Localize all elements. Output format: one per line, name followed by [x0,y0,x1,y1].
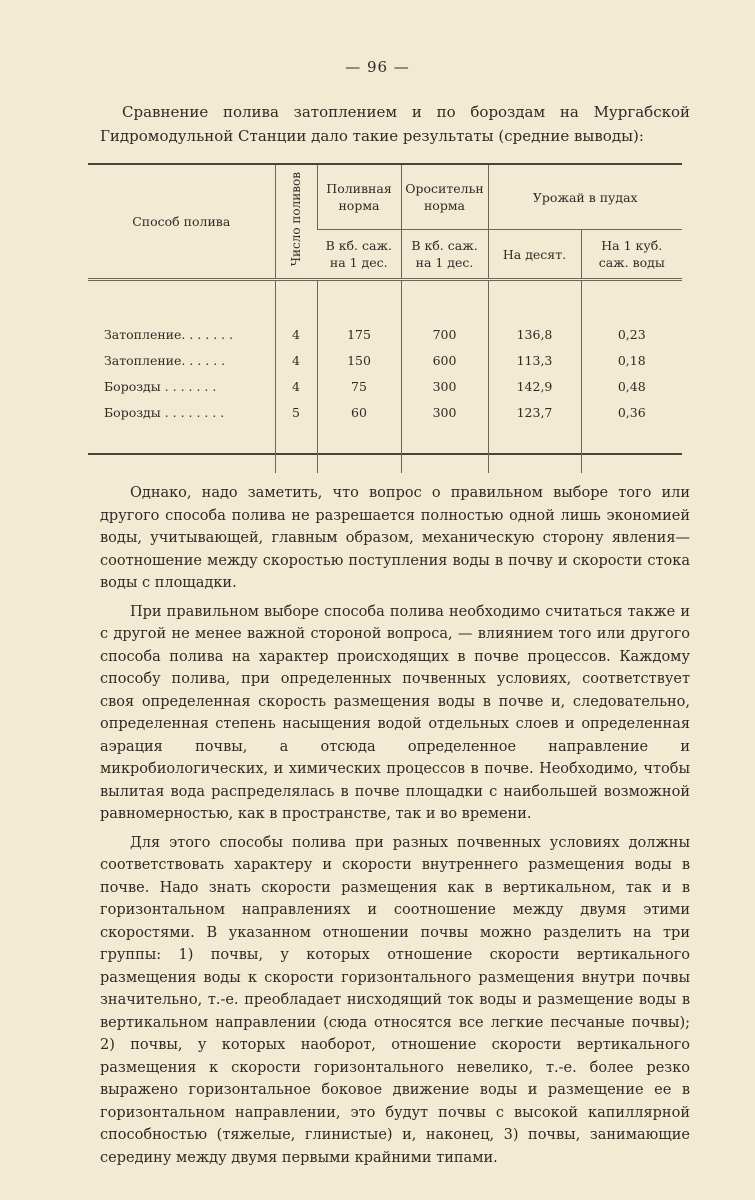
cell-method: Затопление. . . . . . . [104,326,234,342]
cell-watering: 60 [317,399,401,425]
table-row [88,347,682,373]
paragraph: Для этого способы полива при разных почвенных условиях должны соответствовать характеру и скорости внутреннего размещения воды в почве. Надо знать скорости размещения как в вертикальном, так и в горизонтальном направлениях и соотношение между двумя этими скоростями. В указанном отношении почвы можно разделить на три группы: 1) почвы, у которых отношение скорости вертикального размещения воды к скорости горизонтального размещения внутри почвы значительно, т.-е. преобладает нисходящий ток воды и размещение воды в вертикальном направлении (сюда относятся все легкие песчаные почвы); 2) почвы, у которых наоборот, отношение скорости вертикального размещения к скорости горизонтального невелико, т.-е. более резко выражено горизонтальное боковое движение воды и размещение ее в горизонтальном направлении, это будут почвы с высокой капиллярной способностью (тяжелые, глинистые) и, наконец, 3) почвы, занимающие середину между двумя первыми крайними типами. [100,834,690,1166]
header-per-desyatina: На десят. [488,230,581,280]
header-unit-watering: В кб. саж. на 1 дес. [317,230,401,280]
cell-method: Борозды . . . . . . . [104,378,217,394]
cell-method: Борозды . . . . . . . . [104,404,225,420]
table-row [88,307,682,347]
cell-count: 4 [275,307,317,347]
header-irrigation-norm: Оросительн норма [401,165,488,230]
paragraph: Однако, надо заметить, что вопрос о правильном выборе того или другого способа полива не разрешается полностью одной лишь экономией воды, учитывающей, главным образом, механическую сторону явления—соотношение между скоростью поступления воды в почву и скорости стока воды с площадки. [100,485,690,591]
intro-paragraph: Сравнение полива затоплением и по бороздам на Мургабской Гидромодульной Станции дало такие результаты (средние выводы): [100,103,690,145]
cell-watering: 75 [317,373,401,399]
header-per-cubic: На 1 куб. саж. воды [581,230,682,280]
header-method: Способ полива [132,214,231,229]
cell-count: 5 [275,399,317,425]
header-count-label: Число поливов [288,172,303,267]
cell-watering: 175 [317,307,401,347]
results-table [88,163,682,455]
cell-irrigation: 300 [401,373,488,399]
table-row [88,373,682,399]
cell-yield-des: 142,9 [488,373,581,399]
cell-yield-cub: 0,23 [581,307,682,347]
paragraph: При правильном выборе способа полива необходимо считаться также и с другой не менее важной стороной вопроса, — влиянием того или другого способа полива на характер происходящих в почве процессов. Каждому способу полива, при определенных почвенных условиях, соответствует своя определенная скорость размещения воды в почве и, следовательно, определенная степень насыщения водой отдельных слоев и определенная аэрация почвы, а отсюда определенное направление и микробиологических, и химических процессов в почве. Необходимо, чтобы вылитая вода распределялась в почве площадки с наибольшей возможной равномерностью, как в пространстве, так и во времени. [100,603,690,822]
header-yield: Урожай в пудах [488,165,682,230]
cell-yield-cub: 0,48 [581,373,682,399]
header-count [275,165,317,280]
cell-watering: 150 [317,347,401,373]
body-text [100,482,690,1175]
cell-irrigation: 600 [401,347,488,373]
cell-count: 4 [275,373,317,399]
cell-yield-des: 113,3 [488,347,581,373]
cell-yield-des: 136,8 [488,307,581,347]
header-watering-norm: Поливная норма [317,165,401,230]
page-number: — 96 — [345,58,410,76]
cell-method: Затопление. . . . . . [104,352,226,368]
table-row [88,399,682,425]
cell-irrigation: 700 [401,307,488,347]
cell-yield-cub: 0,36 [581,399,682,425]
cell-yield-cub: 0,18 [581,347,682,373]
header-unit-irrigation: В кб. саж. на 1 дес. [401,230,488,280]
cell-irrigation: 300 [401,399,488,425]
cell-yield-des: 123,7 [488,399,581,425]
cell-count: 4 [275,347,317,373]
